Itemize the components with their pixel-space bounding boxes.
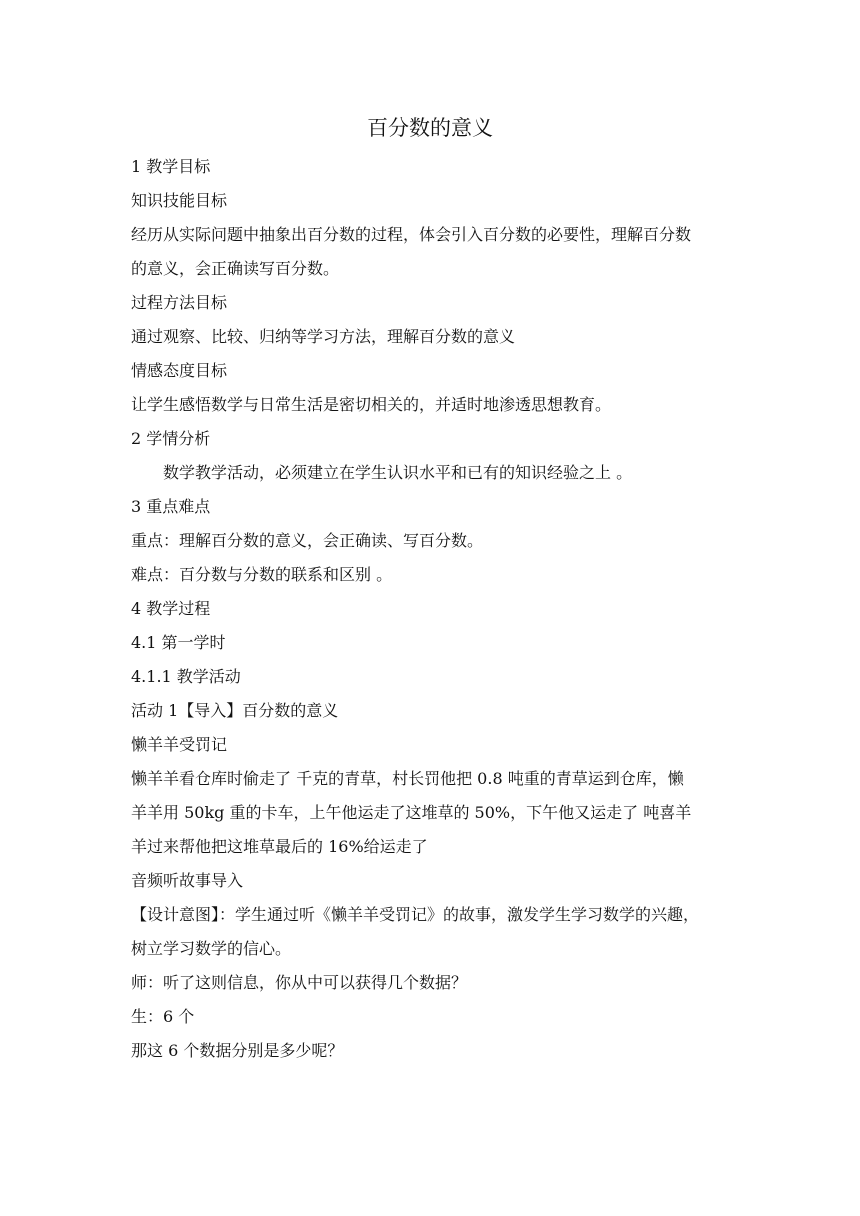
- paragraph-line: 师：听了这则信息，你从中可以获得几个数据？: [131, 973, 468, 992]
- paragraph-line: 通过观察、比较、归纳等学习方法，理解百分数的意义: [131, 327, 516, 346]
- paragraph-line: 数学教学活动，必须建立在学生认识水平和已有的知识经验之上 。: [163, 463, 633, 482]
- paragraph-line: 羊过来帮他把这堆草最后的 16%给运走了: [131, 837, 428, 856]
- heading-teaching-goals: 1 教学目标: [131, 157, 211, 176]
- paragraph-line: 生：6 个: [131, 1007, 195, 1026]
- paragraph-line: 羊羊用 50kg 重的卡车，上午他运走了这堆草的 50%，下午他又运走了 吨喜羊: [131, 803, 692, 822]
- subheading-knowledge-goals: 知识技能目标: [131, 191, 228, 210]
- paragraph-line: 懒羊羊看仓库时偷走了 千克的青草，村长罚他把 0.8 吨重的青草运到仓库，懒: [131, 769, 684, 788]
- paragraph-line: 重点：理解百分数的意义，会正确读、写百分数。: [131, 531, 484, 550]
- paragraph-line: 难点：百分数与分数的联系和区别 。: [131, 565, 393, 584]
- heading-key-points: 3 重点难点: [131, 497, 211, 516]
- heading-teaching-process: 4 教学过程: [131, 599, 211, 618]
- paragraph-line: 【设计意图】：学生通过听《懒羊羊受罚记》的故事，激发学生学习数学的兴趣，: [131, 905, 700, 924]
- subheading-process-goals: 过程方法目标: [131, 293, 228, 312]
- paragraph-line: 树立学习数学的信心。: [131, 939, 292, 958]
- subheading-emotion-goals: 情感态度目标: [131, 361, 228, 380]
- story-title: 懒羊羊受罚记: [131, 735, 228, 754]
- paragraph-line: 的意义，会正确读写百分数。: [131, 259, 340, 278]
- heading-student-analysis: 2 学情分析: [131, 429, 211, 448]
- paragraph-line: 那这 6 个数据分别是多少呢？: [131, 1041, 344, 1060]
- heading-first-period: 4.1 第一学时: [131, 633, 226, 652]
- paragraph-line: 音频听故事导入: [131, 871, 244, 890]
- paragraph-line: 让学生感悟数学与日常生活是密切相关的，并适时地渗透思想教育。: [131, 395, 612, 414]
- heading-teaching-activity: 4.1.1 教学活动: [131, 667, 241, 686]
- document-title: 百分数的意义: [367, 116, 493, 140]
- paragraph-line: 经历从实际问题中抽象出百分数的过程，体会引入百分数的必要性，理解百分数: [131, 225, 692, 244]
- activity-title: 活动 1【导入】百分数的意义: [131, 701, 339, 720]
